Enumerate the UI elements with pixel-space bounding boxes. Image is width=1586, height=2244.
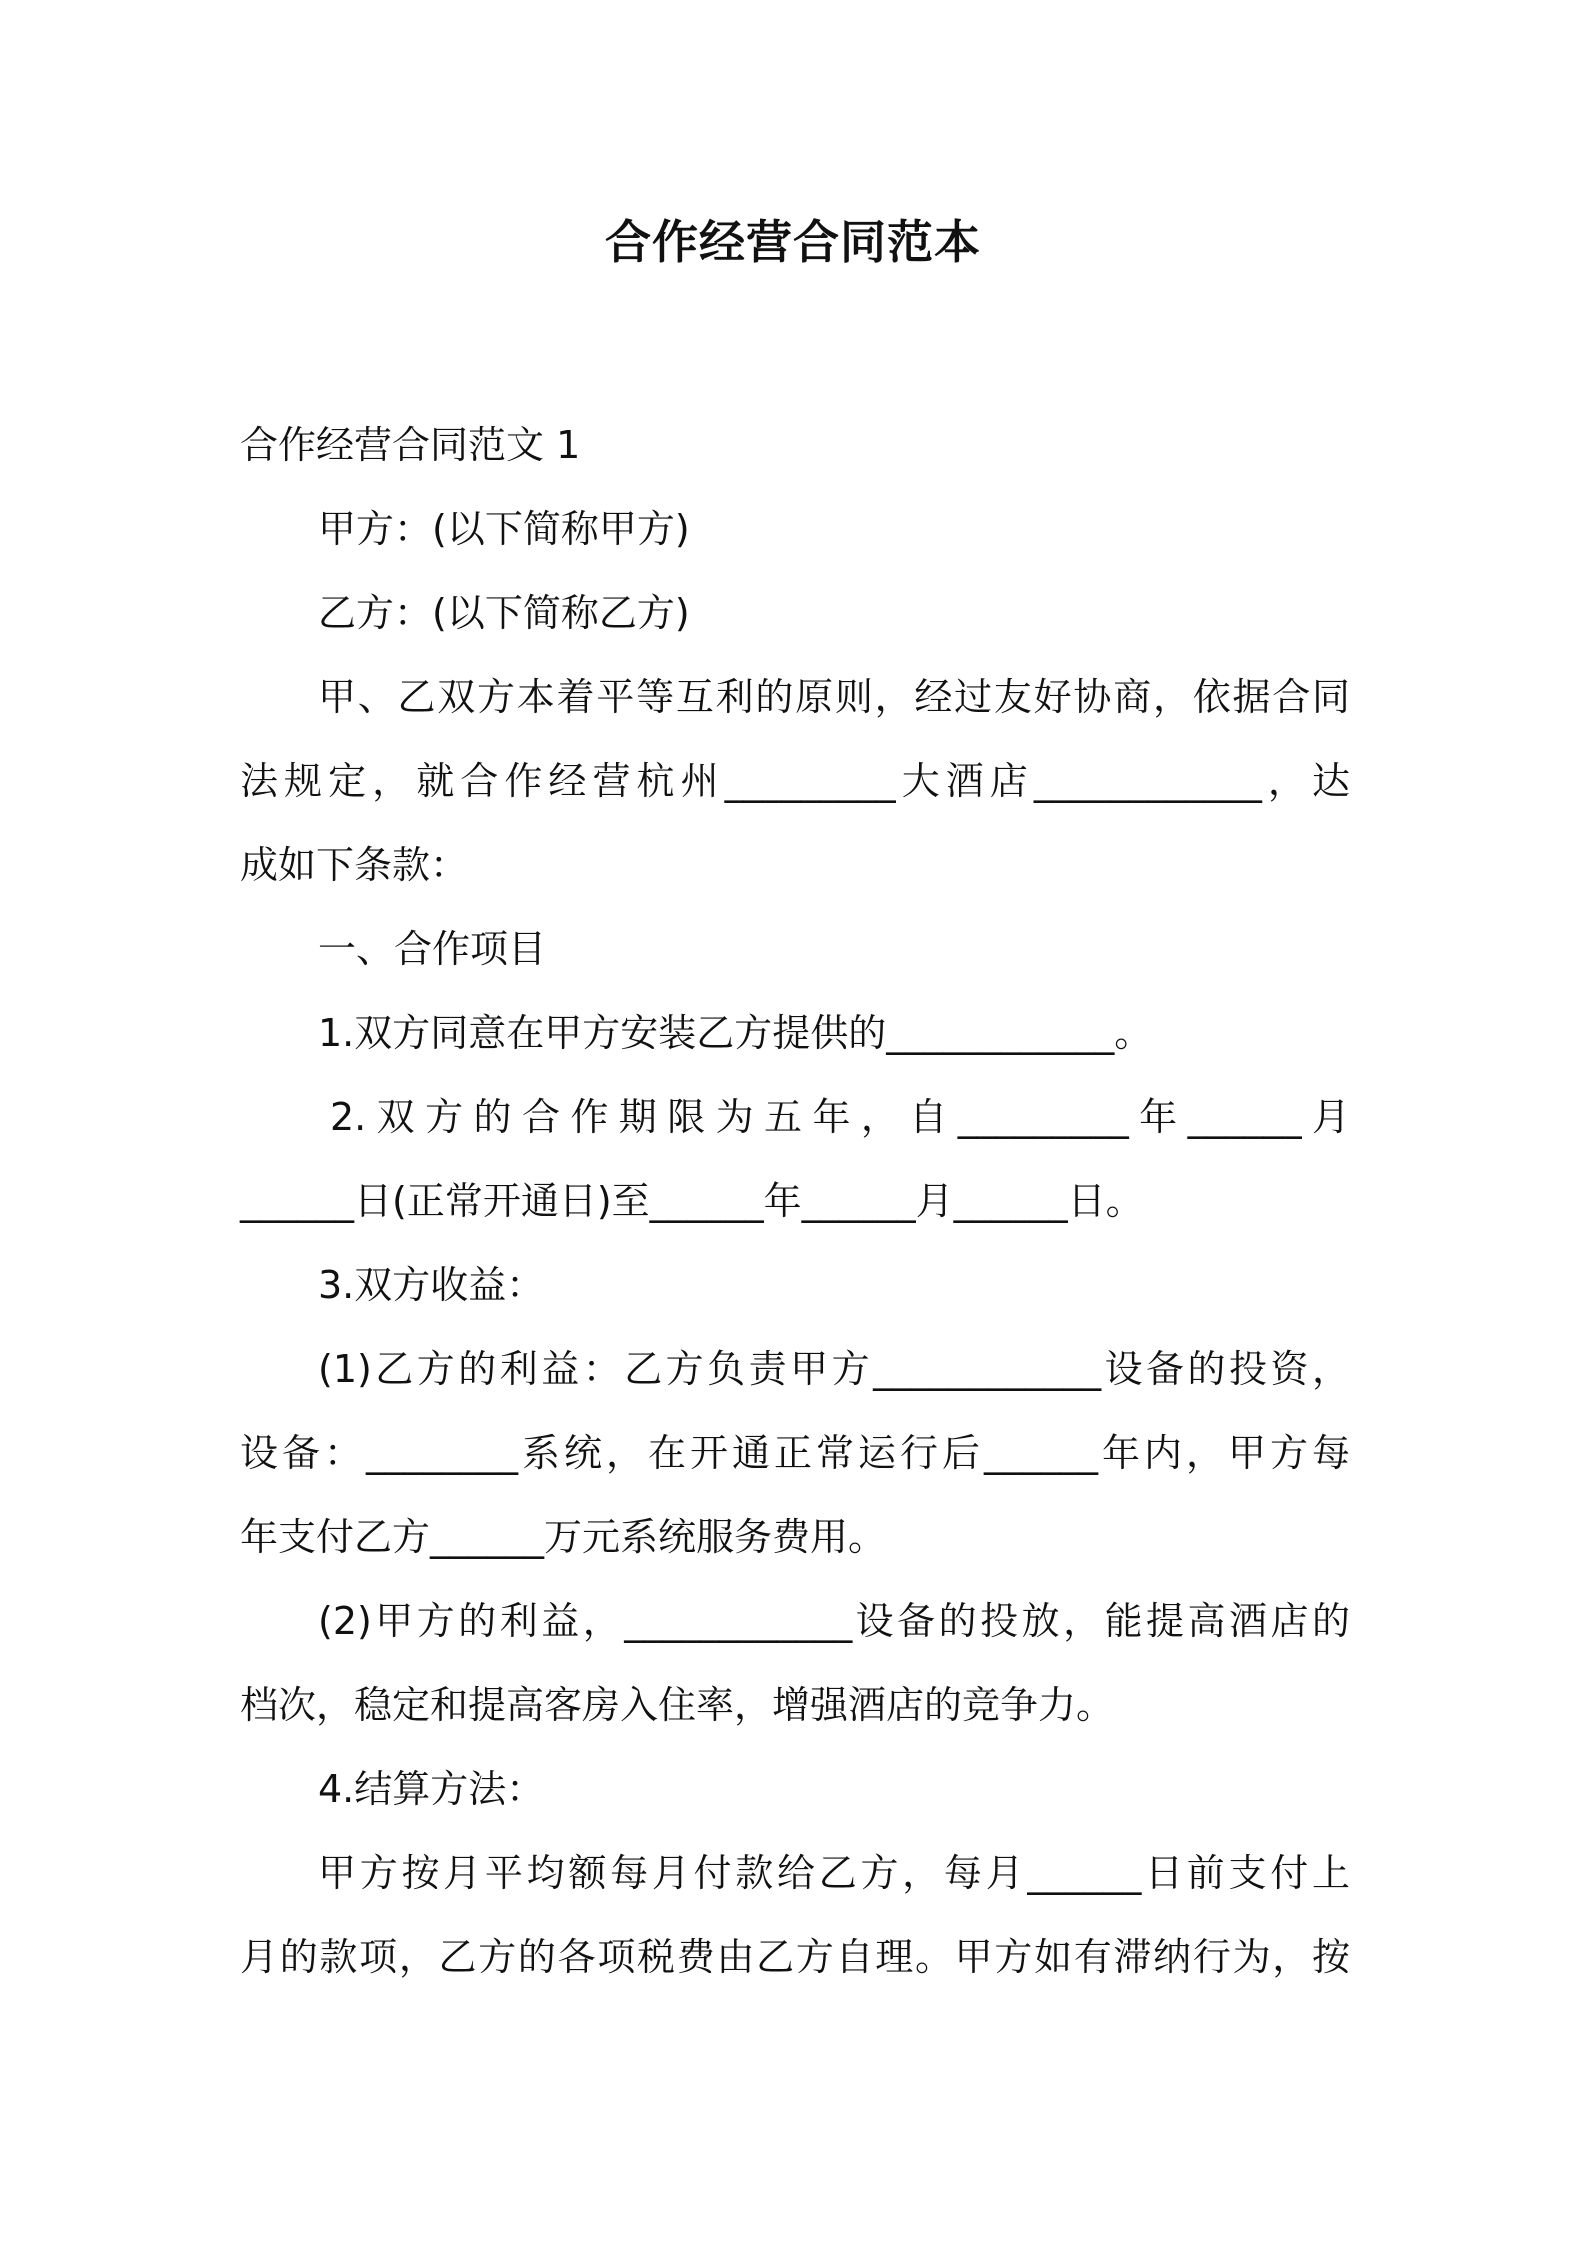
paragraph-line: (1)乙方的利益：乙方负责甲方____________设备的投资， — [318, 1347, 1350, 1391]
paragraph-line: 1.双方同意在甲方安装乙方提供的____________。 — [318, 1011, 1153, 1055]
paragraph-line: 甲方按月平均额每月付款给乙方，每月______日前支付上 — [318, 1851, 1350, 1895]
paragraph-line: 年支付乙方______万元系统服务费用。 — [240, 1515, 887, 1559]
paragraph-line: (2)甲方的利益，____________设备的投放，能提高酒店的 — [318, 1599, 1350, 1643]
paragraph-line: ______日(正常开通日)至______年______月______日。 — [240, 1179, 1144, 1223]
paragraph-line: 2.双方的合作期限为五年，自_________年______月 — [330, 1095, 1350, 1139]
paragraph-line: 档次，稳定和提高客房入住率，增强酒店的竞争力。 — [240, 1683, 1115, 1727]
paragraph-line: 设备：________系统，在开通正常运行后______年内，甲方每 — [240, 1431, 1350, 1475]
section-heading: 合作经营合同范文 1 — [240, 423, 581, 467]
paragraph-line: 甲、乙双方本着平等互利的原则，经过友好协商，依据合同 — [318, 675, 1350, 719]
paragraph-line: 成如下条款： — [240, 843, 469, 887]
document-body — [240, 403, 1350, 1999]
document-title: 合作经营合同范本 — [605, 215, 981, 269]
clause-heading: 一、合作项目 — [318, 927, 547, 971]
clause-heading: 3.双方收益： — [318, 1263, 545, 1307]
party-a-line: 甲方：(以下简称甲方) — [318, 507, 690, 551]
clause-heading: 4.结算方法： — [318, 1767, 545, 1811]
paragraph-line: 月的款项，乙方的各项税费由乙方自理。甲方如有滞纳行为，按 — [240, 1935, 1350, 1979]
paragraph-line: 法规定，就合作经营杭州_________大酒店____________，达 — [240, 759, 1350, 803]
party-b-line: 乙方：(以下简称乙方) — [318, 591, 690, 635]
